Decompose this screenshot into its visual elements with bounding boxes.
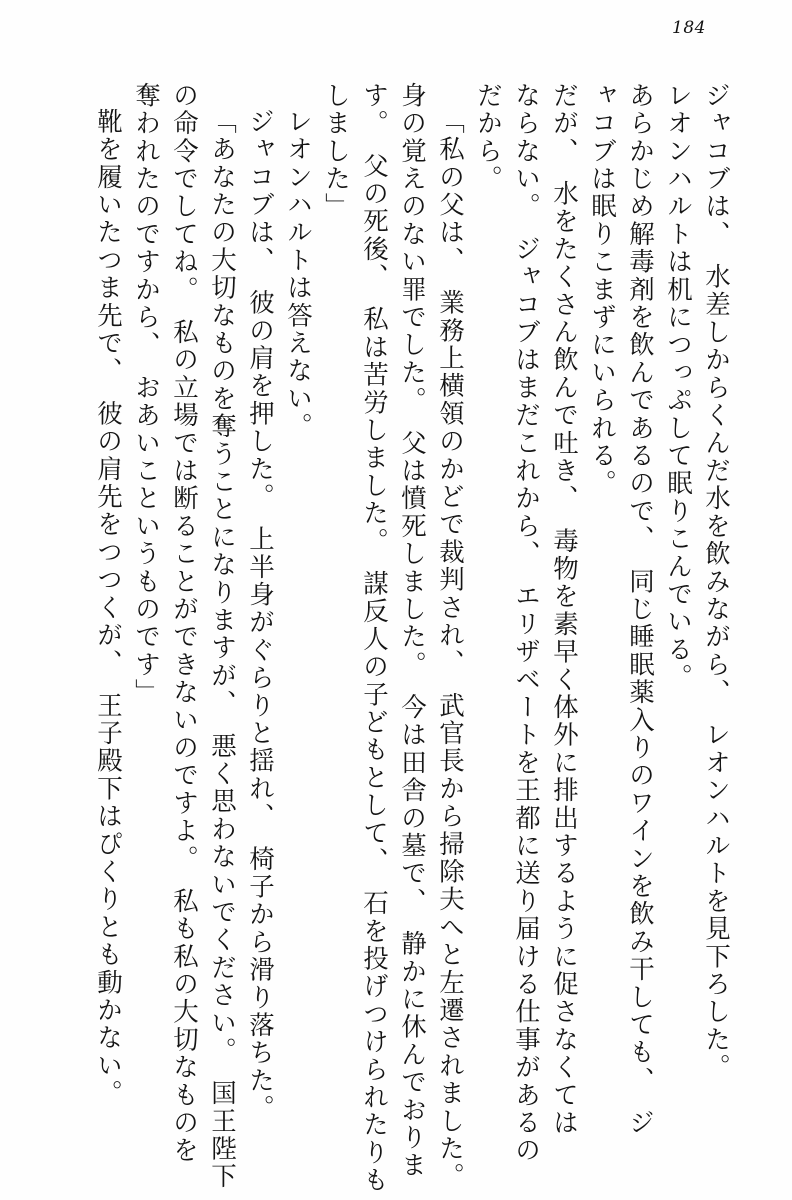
text-line: ジャコブは、 水差しからくんだ水を飲みながら、 レオンハルトを見下ろした。	[701, 82, 731, 1082]
text-line: 身の覚えのない罪でした。 父は憤死しました。 今は田舎の墓で、 静かに休んでおりま	[397, 82, 427, 1180]
text-line: ジャコブは、 彼の肩を押した。 上半身がぐらりと揺れ、 椅子から滑り落ちた。	[245, 108, 275, 1123]
page-number: 184	[672, 18, 706, 38]
text-line: 「あなたの大切なものを奪うことになりますが、 悪く思わないでください。 国王陛下	[207, 108, 237, 1191]
text-line: だが、 水をたくさん飲んで吐き、 毒物を素早く体外に排出するように促さなくては	[549, 82, 579, 1137]
text-line: す。 父の死後、 私は苦労しました。 謀反人の子どもとして、 石を投げつけられたりも	[359, 82, 389, 1195]
text-line: ャコブは眠りこまずにいられる。	[587, 82, 617, 498]
text-line: だから。	[473, 82, 503, 193]
text-line: しました」	[321, 82, 351, 221]
text-line: 「私の父は、 業務上横領のかどで裁判され、 武官長から掃除夫へと左遷されました。	[435, 108, 465, 1191]
text-line: 奪われたのですから、 おあいこというものです」	[131, 82, 161, 707]
text-line: の命令でしてね。 私の立場では断ることができないのですよ。 私も私の大切なものを	[169, 82, 199, 1165]
text-line: ならない。 ジャコブはまだこれから、 エリザベートを王都に送り届ける仕事があるの	[511, 82, 541, 1165]
text-line: 靴を履いたつま先で、 彼の肩先をつつくが、 王子殿下はぴくりとも動かない。	[93, 108, 123, 1108]
text-line: あらかじめ解毒剤を飲んであるので、 同じ睡眠薬入りのワインを飲み干しても、 ジ	[625, 82, 655, 1137]
text-line: レオンハルトは答えない。	[283, 108, 313, 441]
text-line: レオンハルトは机につっぷして眠りこんでいる。	[663, 82, 693, 692]
vertical-text-block	[58, 82, 731, 1195]
